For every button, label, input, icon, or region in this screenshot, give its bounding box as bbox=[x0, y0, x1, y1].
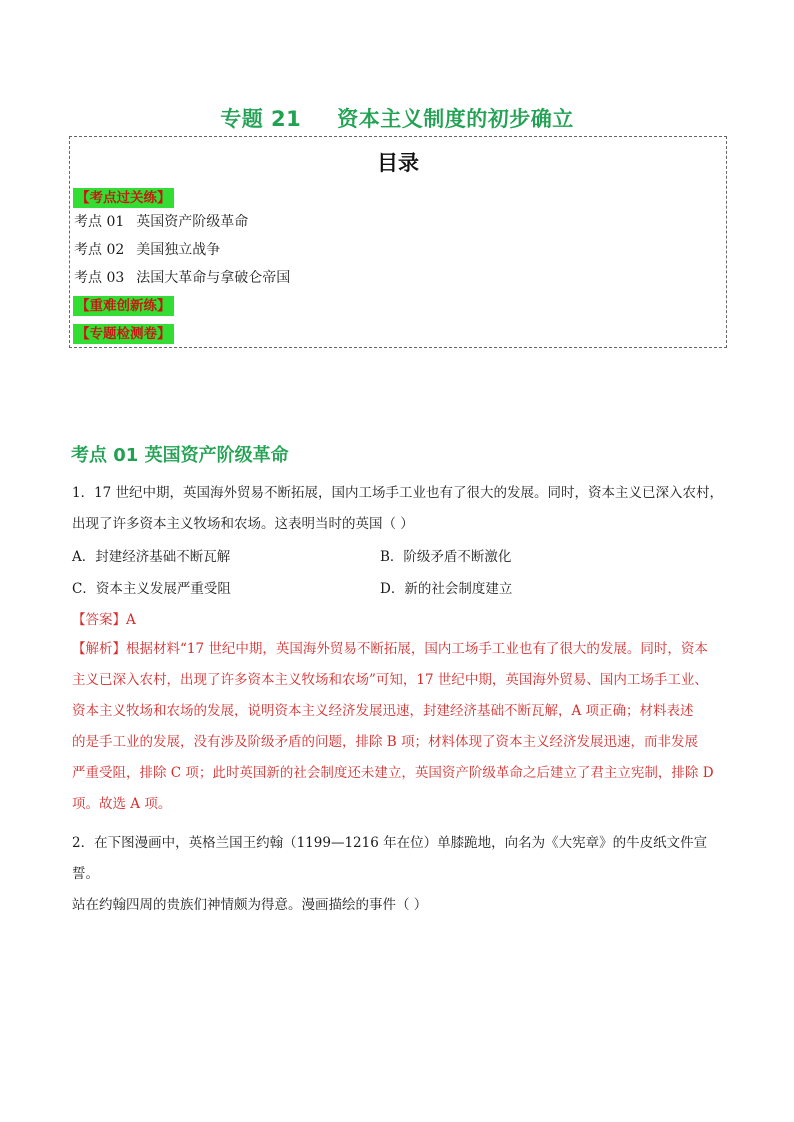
question-line: 1．17 世纪中期，英国海外贸易不断拓展，国内工场手工业也有了很大的发展。同时，资本主义已深入农村， bbox=[72, 485, 724, 501]
answer-label: 【答案】A bbox=[72, 612, 136, 628]
analysis-line: 严重受阻，排除 C 项；此时英国新的社会制度还未建立，英国资产阶级革命之后建立了君主立宪制，排除 D bbox=[72, 765, 714, 781]
toc-item-02[interactable] bbox=[74, 240, 220, 260]
analysis-block bbox=[72, 634, 724, 820]
analysis-line: 主义已深入农村，出现了许多资本主义牧场和农场”可知，17 世纪中期，英国海外贸易、国内工场手工业、 bbox=[72, 672, 708, 688]
option-c: C．资本主义发展严重受阻 bbox=[72, 581, 231, 597]
option-d: D．新的社会制度建立 bbox=[380, 581, 513, 597]
toc-item-code: 考点 01 bbox=[74, 214, 125, 230]
toc-tag-test[interactable]: 【专题检测卷】 bbox=[73, 324, 174, 344]
analysis-line: 资本主义牧场和农场的发展，说明资本主义经济发展迅速，封建经济基础不断瓦解，A 项正确；材料表述 bbox=[72, 703, 694, 719]
option-a: A．封建经济基础不断瓦解 bbox=[72, 549, 231, 565]
analysis-line: 【解析】根据材料“17 世纪中期，英国海外贸易不断拓展，国内工场手工业也有了很大的发展。同时，资本 bbox=[72, 641, 708, 657]
toc-item-label: 英国资产阶级革命 bbox=[136, 214, 249, 230]
toc-tag-innovation[interactable]: 【重难创新练】 bbox=[73, 296, 174, 316]
table-of-contents bbox=[69, 136, 727, 348]
page-title bbox=[0, 103, 794, 133]
option-b: B．阶级矛盾不断激化 bbox=[380, 549, 512, 565]
toc-item-code: 考点 02 bbox=[74, 242, 125, 258]
question-line: 站在约翰四周的贵族们神情颇为得意。漫画描绘的事件（ ） bbox=[72, 897, 428, 913]
toc-item-code: 考点 03 bbox=[74, 270, 125, 286]
question-2-stem bbox=[72, 828, 724, 921]
analysis-line: 的是手工业的发展，没有涉及阶级矛盾的问题，排除 B 项；材料体现了资本主义经济发展迅速，而非发展 bbox=[72, 734, 699, 750]
toc-item-label: 美国独立战争 bbox=[136, 242, 221, 258]
toc-tag-practice[interactable]: 【考点过关练】 bbox=[73, 188, 174, 208]
toc-item-01[interactable] bbox=[74, 212, 248, 232]
toc-item-03[interactable] bbox=[74, 268, 290, 288]
analysis-line: 项。故选 A 项。 bbox=[72, 796, 172, 812]
question-1-stem bbox=[72, 478, 724, 540]
topic-number: 专题 21 bbox=[220, 107, 302, 131]
question-line: 出现了许多资本主义牧场和农场。这表明当时的英国（ ） bbox=[72, 516, 414, 532]
question-line: 2．在下图漫画中，英格兰国王约翰（1199—1216 年在位）单膝跪地，向名为《大宪章》的牛皮纸文件宣誓。 bbox=[72, 835, 708, 882]
topic-title: 资本主义制度的初步确立 bbox=[337, 107, 574, 131]
section-heading: 考点 01 英国资产阶级革命 bbox=[71, 445, 289, 466]
toc-heading: 目录 bbox=[377, 151, 419, 175]
toc-item-label: 法国大革命与拿破仑帝国 bbox=[136, 270, 291, 286]
